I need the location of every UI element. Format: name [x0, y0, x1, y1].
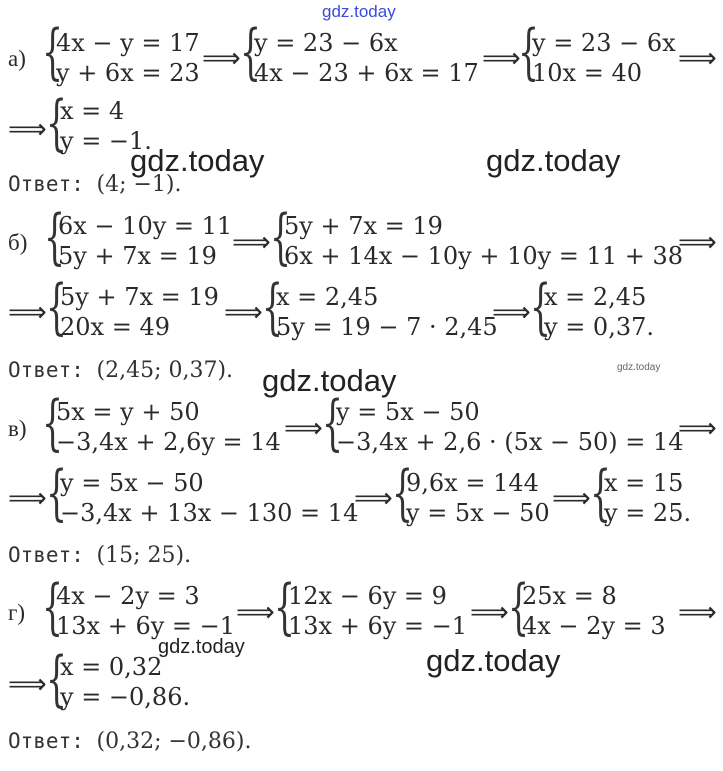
equation: 6x + 14x − 10y + 10y = 11 + 38 [284, 242, 683, 270]
brace: { [590, 458, 612, 528]
equation: 4x − 23 + 6x = 17 [254, 59, 479, 87]
watermark-small: gdz.today [617, 362, 661, 373]
equation: x = 2,45 [276, 283, 379, 311]
answer-value: (0,32; −0,86). [96, 729, 252, 754]
equation: 4x − 2y = 3 [56, 582, 200, 610]
brace: { [46, 644, 68, 714]
equation: 5y = 19 − 7 · 2,45 [276, 313, 498, 341]
equation: 10x = 40 [532, 59, 642, 87]
implies-arrow: ⟹ [284, 413, 323, 444]
brace: { [240, 17, 262, 87]
equation: y = 23 − 6x [532, 29, 676, 57]
equation: x = 4 [60, 97, 125, 125]
brace: { [42, 17, 64, 87]
implies-arrow: ⟹ [8, 114, 47, 145]
brace: { [262, 272, 284, 342]
equation: 4x − 2y = 3 [522, 612, 666, 640]
equation: 12x − 6y = 9 [288, 582, 447, 610]
part-label-c: в) [8, 416, 27, 441]
watermark-top: gdz.today [322, 2, 396, 21]
implies-arrow: ⟹ [202, 43, 241, 74]
equation: 13x + 6y = −1 [56, 612, 236, 640]
equation: y = −1. [60, 127, 152, 155]
equation: 5y + 7x = 19 [60, 283, 219, 311]
equation: y = 23 − 6x [254, 29, 398, 57]
answer-label: Ответ: [8, 358, 84, 382]
watermark: gdz.today [262, 363, 397, 398]
part-label-a: а) [8, 46, 26, 71]
brace: { [508, 572, 530, 642]
implies-arrow: ⟹ [224, 297, 263, 328]
watermark: gdz.today [158, 636, 245, 658]
answer-value: (15; 25). [96, 543, 192, 568]
implies-arrow: ⟹ [678, 227, 717, 258]
part-label-b: б) [8, 230, 28, 255]
equation: y = 5x − 50 [336, 398, 480, 426]
implies-arrow: ⟹ [470, 597, 509, 628]
brace: { [42, 572, 64, 642]
brace: { [322, 388, 344, 458]
equation: 20x = 49 [60, 313, 170, 341]
answer-label: Ответ: [8, 543, 84, 567]
implies-arrow: ⟹ [8, 297, 47, 328]
implies-arrow: ⟹ [678, 597, 717, 628]
answer-a [8, 170, 182, 199]
implies-arrow: ⟹ [678, 413, 717, 444]
implies-arrow: ⟹ [8, 483, 47, 514]
equation: 6x − 10y = 11 [58, 212, 233, 240]
brace: { [270, 202, 292, 272]
equation: y = 5x − 50 [406, 499, 550, 527]
equation: 9,6x = 144 [406, 469, 539, 497]
watermark: gdz.today [426, 643, 561, 678]
brace: { [46, 458, 68, 528]
brace: { [46, 88, 68, 158]
implies-arrow: ⟹ [678, 43, 717, 74]
equation: 5y + 7x = 19 [58, 242, 217, 270]
equation: 13x + 6y = −1 [288, 612, 468, 640]
watermark: gdz.today [130, 143, 265, 178]
implies-arrow: ⟹ [236, 597, 275, 628]
answer-b [8, 356, 233, 385]
answer-label: Ответ: [8, 172, 84, 196]
brace: { [44, 202, 66, 272]
implies-arrow: ⟹ [552, 483, 591, 514]
implies-arrow: ⟹ [232, 227, 271, 258]
equation: −3,4x + 2,6 · (5x − 50) = 14 [336, 428, 684, 456]
equation: y = −0,86. [60, 683, 191, 711]
implies-arrow: ⟹ [8, 669, 47, 700]
brace: { [518, 17, 540, 87]
equation: −3,4x + 2,6y = 14 [56, 428, 281, 456]
answer-value: (4; −1). [96, 172, 182, 197]
brace: { [46, 272, 68, 342]
equation: 4x − y = 17 [56, 29, 200, 57]
implies-arrow: ⟹ [482, 43, 521, 74]
brace: { [530, 272, 552, 342]
equation: 5x = y + 50 [56, 398, 200, 426]
equation: y + 6x = 23 [56, 59, 200, 87]
brace: { [392, 458, 414, 528]
equation: −3,4x + 13x − 130 = 14 [60, 499, 359, 527]
equation: x = 2,45 [544, 283, 647, 311]
brace: { [42, 388, 64, 458]
equation: y = 5x − 50 [60, 469, 204, 497]
equation: 5y + 7x = 19 [284, 212, 443, 240]
answer-value: (2,45; 0,37). [96, 358, 234, 383]
part-label-d: г) [8, 600, 26, 625]
equation: x = 0,32 [60, 653, 163, 681]
brace: { [274, 572, 296, 642]
answer-c [8, 541, 191, 570]
answer-d [8, 727, 251, 756]
equation: y = 0,37. [544, 313, 654, 341]
answer-label: Ответ: [8, 729, 84, 753]
equation: 25x = 8 [522, 582, 617, 610]
implies-arrow: ⟹ [354, 483, 393, 514]
equation: y = 25. [604, 499, 692, 527]
implies-arrow: ⟹ [492, 297, 531, 328]
watermark: gdz.today [486, 143, 621, 178]
equation: x = 15 [604, 469, 684, 497]
